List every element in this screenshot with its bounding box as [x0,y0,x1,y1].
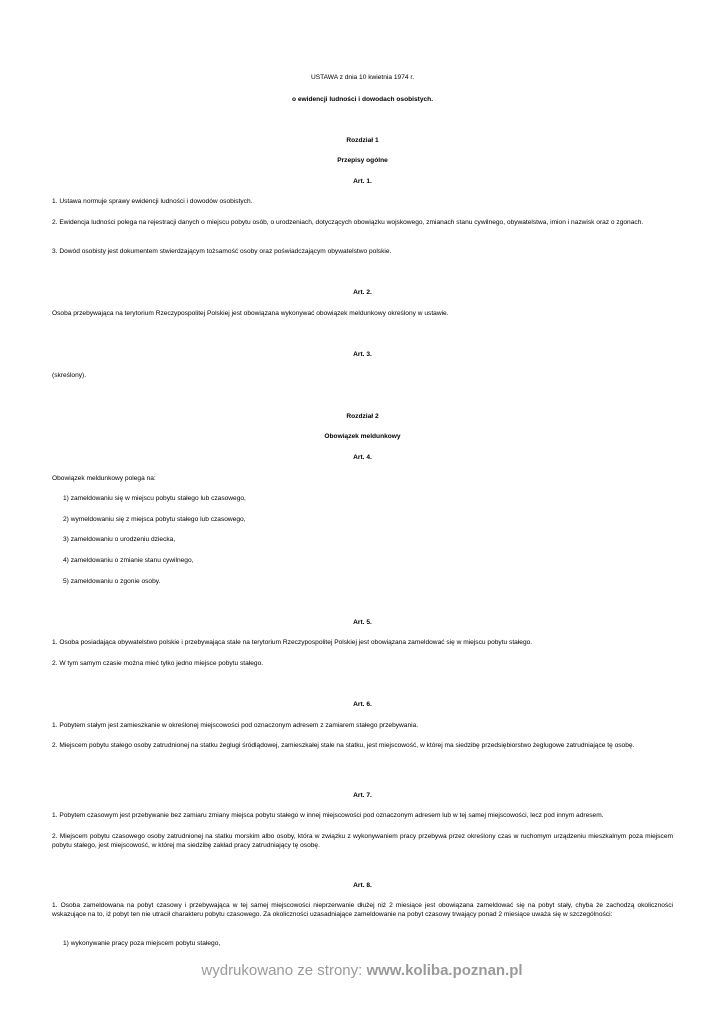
art-4-list-item: 3) zameldowaniu o urodzeniu dziecka, [63,536,176,543]
art-2-heading: Art. 2. [353,289,372,296]
art-4-list-item: 4) zameldowaniu o zmianie stanu cywilnego, [63,557,194,564]
art-6-para-1: 1. Pobytem stałym jest zamieszkanie w określonej miejscowości pod oznaczonym adresem z zamiarem stałego przebywania. [52,722,419,729]
act-title: USTAWA z dnia 10 kwietnia 1974 r. [310,74,415,81]
art-3-heading: Art. 3. [353,351,372,358]
footer-prefix: wydrukowano ze strony: [201,962,367,979]
art-1-para-1: 1. Ustawa normuje sprawy ewidencji ludności i dowodów osobistych. [52,198,253,205]
chapter-2-name: Obowiązek meldunkowy [324,433,401,440]
art-1-para-2: 2. Ewidencja ludności polega na rejestracji danych o miejscu pobytu osób, o urodzeniach, dotyczących obowiązku wojskowego, zmianach stanu cywilnego, obywatelstwa, imion i nazwisk oraz o zgonach. [52,219,644,226]
art-4-heading: Art. 4. [353,454,372,461]
art-4-intro: Obowiązek meldunkowy polega na: [52,475,156,482]
art-5-para-2: 2. W tym samym czasie można mieć tylko jedno miejsce pobytu stałego. [52,660,264,667]
chapter-1-heading: Rozdział 1 [346,137,379,144]
art-7-para-1: 1. Pobytem czasowym jest przebywanie bez zamiaru zmiany miejsca pobytu stałego w innej miejscowości pod oznaczonym adresem lub w tej samej miejscowości, lecz pod innym adresem. [52,812,604,819]
art-1-heading: Art. 1. [353,178,372,185]
art-6-para-2: 2. Miejscem pobytu stałego osoby zatrudnionej na statku żeglugi śródlądowej, zamieszkałej stale na statku, jest miejscowość, w której ma siedzibę przedsiębiorstwo żeglugowe zatrudniające tę osobę. [52,742,635,749]
art-1-para-3: 3. Dowód osobisty jest dokumentem stwierdzającym tożsamość osoby oraz poświadczającym obywatelstwo polskie. [52,248,392,255]
art-8-heading: Art. 8. [353,882,372,889]
art-8-list-item: 1) wykonywanie pracy poza miejscem pobytu stałego, [63,940,221,947]
art-4-list-item: 5) zameldowaniu o zgonie osoby. [63,578,161,585]
art-8-para-1: 1. Osoba zameldowana na pobyt czasowy i przebywająca w tej samej miejscowości nieprzerwanie dłużej niż 2 miesiące jest obowiązana zameldować się na pobyt stały, chyba że zachodzą okoliczności wskazujące na to, iż pobyt ten nie utracił charakteru pobytu czasowego. Za okoliczności uzasadniające zameldowanie na pobyt czasowy trwający ponad 2 miesiące uważa się w szczególności: [52,902,673,918]
chapter-1-name: Przepisy ogólne [337,157,388,164]
art-2-para-1: Osoba przebywająca na terytorium Rzeczypospolitej Polskiej jest obowiązana wykonywać obowiązek meldunkowy określony w ustawie. [52,310,449,317]
footer-site-link[interactable]: www.koliba.poznan.pl [366,962,523,979]
art-5-para-1: 1. Osoba posiadająca obywatelstwo polskie i przebywająca stale na terytorium Rzeczypospolitej Polskiej jest obowiązana zameldować się w miejscu pobytu stałego. [52,639,533,646]
act-subtitle: o ewidencji ludności i dowodach osobistych. [291,96,434,103]
art-6-heading: Art. 6. [353,701,372,708]
art-4-list-item: 1) zameldowaniu się w miejscu pobytu stałego lub czasowego, [63,495,246,502]
chapter-2-heading: Rozdział 2 [346,413,379,420]
art-7-heading: Art. 7. [353,792,372,799]
art-4-list-item: 2) wymeldowaniu się z miejsca pobytu stałego lub czasowego, [63,516,246,523]
print-footer [0,962,724,980]
art-3-para-1: (skreślony). [52,372,87,379]
art-7-para-2: 2. Miejscem pobytu czasowego osoby zatrudnionej na statku morskim albo osoby, która w związku z wykonywaniem pracy przebywa przez określony czas w ruchomym urządzeniu mieszkalnym poza miejscem pobytu stałego, jest miejscowość, w której ma siedzibę zakład pracy zatrudniający tę osobę. [52,833,673,849]
art-5-heading: Art. 5. [353,619,372,626]
